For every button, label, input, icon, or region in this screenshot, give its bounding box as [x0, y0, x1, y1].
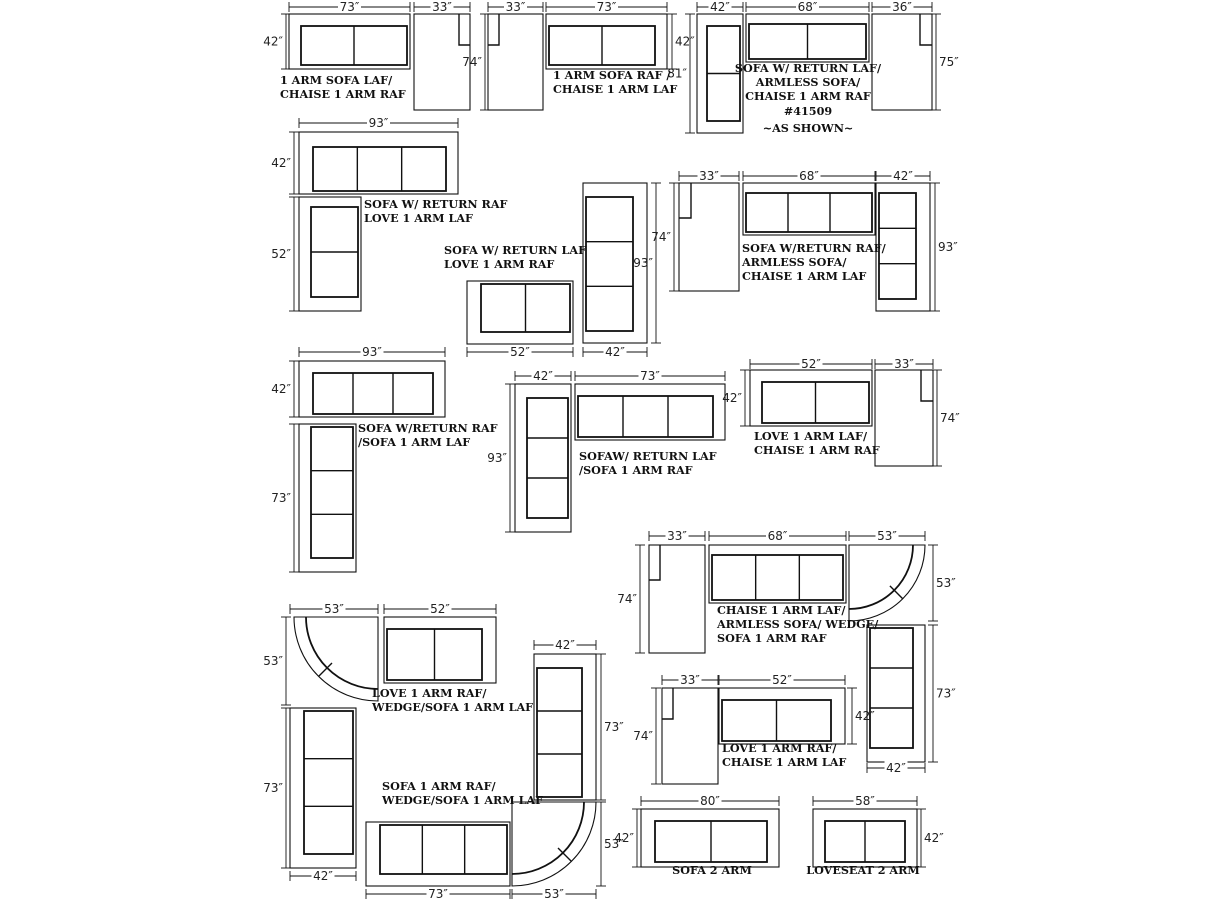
chaise-outline: [679, 183, 739, 291]
dimension-label: 33″: [894, 357, 914, 371]
dimension-label: 53″: [936, 576, 956, 590]
dim-93: [930, 183, 958, 311]
dimension-label: 93″: [938, 240, 958, 254]
dimension-label: 42″: [675, 34, 695, 49]
sofa-1-arm-raf: [867, 625, 925, 762]
dim-73: [546, 0, 667, 14]
dim-42: [916, 809, 944, 867]
dim-42: [290, 869, 356, 883]
dim-42: [583, 345, 647, 359]
chaise-outline: [488, 14, 543, 110]
love-1-arm-laf: [299, 197, 361, 311]
dim-80: [641, 794, 779, 808]
dim-73: [928, 625, 956, 762]
label-line: WEDGE/SOFA 1 ARM LAF: [382, 793, 544, 807]
piece-outline: [515, 384, 571, 532]
piece-outline: [467, 281, 573, 344]
piece-outline: [534, 654, 596, 800]
piece-outline: [546, 14, 667, 69]
sofa-2-arm: [641, 809, 779, 867]
label-config-9: [754, 429, 880, 457]
dimension-label: 52″: [772, 673, 792, 687]
sofa-1-arm-laf: [289, 14, 410, 69]
sofa-1-arm-raf: [534, 654, 596, 800]
dim-68: [746, 0, 869, 14]
chaise-1-arm-laf: [488, 14, 543, 110]
dim-52: [719, 673, 845, 687]
dimension-label: 52″: [510, 345, 530, 359]
dim-42: [271, 361, 299, 417]
dimension-label: 42″: [271, 382, 291, 396]
dimension-label: 42″: [893, 169, 913, 183]
loveseat-2-arm: [813, 809, 917, 867]
dim-52: [750, 357, 872, 371]
label-line: LOVE 1 ARM RAF/: [372, 686, 487, 700]
label-config-15: [806, 863, 920, 877]
love-1-arm-raf: [467, 281, 573, 344]
label-config-4: [364, 197, 508, 225]
dimension-label: 42″: [924, 831, 944, 845]
love-1-arm-raf: [719, 688, 845, 744]
label-config-13: [722, 741, 846, 769]
dim-42: [614, 809, 642, 867]
dim-74: [633, 688, 661, 784]
piece-outline: [366, 822, 510, 886]
dimension-label: 74″: [651, 230, 671, 244]
label-config-3: [735, 61, 882, 103]
label-line: LOVESEAT 2 ARM: [806, 863, 920, 877]
dim-42: [722, 370, 750, 426]
dim-58: [813, 794, 917, 808]
label-line: CHAISE 1 ARM LAF: [553, 82, 678, 96]
label-line: CHAISE 1 ARM LAF: [722, 755, 847, 769]
label-line: SOFA 1 ARM RAF/: [382, 779, 496, 793]
label-config-2: [553, 68, 677, 96]
piece-outline: [384, 617, 496, 683]
dim-52: [384, 602, 496, 616]
label-line: /SOFA 1 ARM RAF: [579, 463, 693, 477]
dimension-label: 73″: [271, 491, 291, 505]
dimension-label: 42″: [722, 391, 742, 405]
sofa-1-arm-laf: [290, 708, 356, 868]
piece-outline: [289, 14, 410, 69]
dimension-label: 74″: [462, 55, 482, 69]
dim-42: [667, 14, 695, 69]
label-config-5: [444, 243, 586, 271]
label-line: ~AS SHOWN~: [762, 121, 854, 135]
dim-42: [271, 132, 299, 194]
dimension-label: 93″: [633, 256, 653, 270]
dim-74: [617, 545, 645, 653]
piece-outline: [299, 132, 458, 194]
wedge: [849, 545, 925, 621]
dimension-label: 42″: [271, 156, 291, 170]
dim-33: [662, 673, 718, 687]
label-config-1: [280, 73, 406, 101]
love-1-arm-laf: [750, 370, 872, 426]
label-line: LOVE 1 ARM RAF/: [722, 741, 837, 755]
dimension-label: 33″: [505, 0, 526, 14]
wedge: [294, 617, 378, 701]
dimension-label: 68″: [767, 529, 788, 543]
dim-42: [534, 638, 596, 652]
dim-33: [875, 357, 933, 371]
dim-33: [649, 529, 705, 543]
chaise-1-arm-laf: [662, 688, 718, 784]
sofa-1-arm-raf: [575, 384, 725, 440]
dimension-label: 42″: [886, 761, 906, 775]
piece-outline: [299, 424, 356, 572]
dim-42: [876, 169, 930, 183]
label-line: SOFA W/ RETURN RAF: [364, 197, 508, 211]
dimension-label: 75″: [939, 55, 959, 69]
label-line: SOFA W/RETURN RAF/: [742, 241, 886, 255]
dimension-label: 52″: [801, 357, 821, 371]
sofa-1-arm-laf: [366, 822, 510, 886]
label-line: SOFAW/ RETURN LAF: [579, 449, 717, 463]
dim-73: [575, 369, 725, 383]
dimension-label: 74″: [940, 411, 960, 425]
label-config-8: [579, 449, 717, 477]
label-line: LOVE 1 ARM RAF: [444, 257, 555, 271]
dimension-label: 33″: [432, 0, 452, 14]
piece-outline: [299, 361, 445, 417]
dim-33: [414, 0, 470, 14]
sofa-w-return-laf: [515, 384, 571, 532]
dimension-label: 53″: [324, 602, 344, 616]
label-config-11: [371, 686, 533, 714]
dimension-label: 53″: [604, 837, 624, 851]
label-line: 1 ARM SOFA LAF/: [280, 73, 393, 87]
dim-73: [263, 708, 291, 868]
label-line: ARMLESS SOFA/ WEDGE/: [717, 617, 879, 631]
wedge: [512, 802, 596, 886]
label-line: CHAISE 1 ARM LAF: [742, 269, 867, 283]
dimension-label: 52″: [271, 247, 291, 261]
dim-73: [366, 887, 510, 900]
dimension-label: 42″: [710, 0, 730, 14]
label-line: ARMLESS SOFA/: [742, 255, 847, 269]
dimension-label: 53″: [877, 529, 897, 543]
dimension-label: 53″: [263, 654, 283, 668]
label-line: CHAISE 1 ARM RAF: [280, 87, 406, 101]
dimension-label: 73″: [596, 0, 617, 14]
piece-outline: [750, 370, 872, 426]
dim-81: [667, 14, 695, 133]
dimension-label: 33″: [667, 529, 687, 543]
dimension-label: 80″: [700, 794, 720, 808]
dim-52: [467, 345, 573, 359]
dim-33: [679, 169, 739, 183]
dim-42: [697, 0, 743, 14]
label-line: LOVE 1 ARM LAF: [364, 211, 473, 225]
dimension-label: 42″: [555, 638, 575, 652]
label-line: SOFA W/RETURN RAF: [358, 421, 498, 435]
wedge-outline: [849, 545, 925, 621]
dim-93: [299, 345, 445, 359]
armless-sofa: [743, 183, 875, 235]
piece-outline: [719, 688, 845, 744]
label-line: /SOFA 1 ARM LAF: [358, 435, 471, 449]
dim-53: [849, 529, 925, 543]
label-config-3-number: [784, 104, 833, 118]
dim-74: [932, 370, 960, 466]
sofa-1-arm-raf: [546, 14, 667, 69]
dimension-label: 93″: [487, 451, 507, 465]
dim-42: [515, 369, 571, 383]
chaise-1-arm-laf: [649, 545, 705, 653]
dim-52: [271, 197, 299, 311]
label-config-7: [358, 421, 498, 449]
dimension-label: 74″: [617, 592, 637, 606]
dim-42: [867, 761, 925, 775]
dimension-label: 68″: [799, 169, 819, 183]
dimension-label: 42″: [855, 709, 875, 723]
dim-53: [290, 602, 378, 616]
label-line: CHAISE 1 ARM RAF: [754, 443, 880, 457]
sofa-w-return-raf: [299, 361, 445, 417]
chaise-1-arm-laf: [679, 183, 739, 291]
label-line: SOFA W/ RETURN LAF: [444, 243, 587, 257]
dim-75: [931, 14, 959, 110]
dimension-label: 33″: [680, 673, 700, 687]
dim-73: [271, 424, 299, 572]
sofa-w-return-raf: [299, 132, 458, 194]
label-line: LOVE 1 ARM LAF/: [754, 429, 868, 443]
dim-93: [487, 384, 515, 532]
label-line: 1 ARM SOFA RAF /: [553, 68, 671, 82]
piece-outline: [743, 183, 875, 235]
dimension-label: 33″: [699, 169, 719, 183]
label-line: SOFA W/ RETURN LAF/: [734, 61, 882, 75]
dim-53: [928, 545, 956, 621]
dimension-label: 93″: [368, 116, 389, 130]
piece-outline: [641, 809, 779, 867]
label-line: SOFA 1 ARM RAF: [717, 631, 827, 645]
dimension-label: 73″: [604, 720, 624, 734]
dim-93: [299, 116, 458, 130]
label-line: CHAISE 1 ARM RAF: [745, 89, 871, 103]
dim-33: [488, 0, 543, 14]
label-config-3-as-shown: [763, 121, 854, 135]
sofa-1-arm-laf: [299, 424, 356, 572]
piece-outline: [299, 197, 361, 311]
dim-74: [651, 183, 679, 291]
dim-68: [709, 529, 846, 543]
piece-outline: [867, 625, 925, 762]
chaise-1-arm-raf: [875, 370, 933, 466]
chaise-outline: [662, 688, 718, 784]
dimension-label: 53″: [544, 887, 564, 900]
dimension-label: 36″: [892, 0, 912, 14]
love-1-arm-raf: [384, 617, 496, 683]
label-line: SOFA 2 ARM: [672, 863, 752, 877]
dimension-label: 73″: [428, 887, 448, 900]
dimension-label: 52″: [430, 602, 450, 616]
dim-36: [872, 0, 932, 14]
label-config-14: [672, 863, 752, 877]
dimension-label: 73″: [936, 686, 956, 701]
label-line: WEDGE/SOFA 1 ARM LAF: [372, 700, 534, 714]
dimension-label: 74″: [633, 729, 653, 743]
dimension-label: 73″: [263, 781, 283, 795]
dimension-label: 81″: [667, 66, 687, 81]
piece-outline: [290, 708, 356, 868]
chaise-outline: [649, 545, 705, 653]
dimension-label: 42″: [614, 831, 634, 845]
dimension-label: 58″: [855, 794, 875, 808]
dimension-label: 42″: [533, 369, 553, 383]
label-config-12: [381, 779, 543, 807]
dimension-label: 73″: [640, 369, 660, 383]
chaise-outline: [875, 370, 933, 466]
label-config-6: [741, 241, 887, 283]
dimension-label: 93″: [362, 345, 382, 359]
label-line: #41509: [783, 104, 833, 118]
dim-53: [263, 617, 291, 705]
dimension-label: 42″: [605, 345, 625, 359]
dimension-label: 68″: [797, 0, 818, 14]
dim-42: [263, 14, 291, 69]
armless-sofa: [709, 545, 846, 603]
dimension-label: 42″: [313, 869, 333, 883]
armless-sofa: [746, 14, 869, 62]
dim-73: [289, 0, 410, 14]
dimension-label: 42″: [263, 34, 283, 49]
piece-outline: [709, 545, 846, 603]
dim-68: [743, 169, 875, 183]
label-line: ARMLESS SOFA/: [755, 75, 861, 89]
dim-73: [596, 654, 624, 800]
dim-53: [512, 887, 596, 900]
label-line: CHAISE 1 ARM LAF/: [717, 603, 846, 617]
piece-outline: [575, 384, 725, 440]
dimension-label: 73″: [339, 0, 360, 14]
